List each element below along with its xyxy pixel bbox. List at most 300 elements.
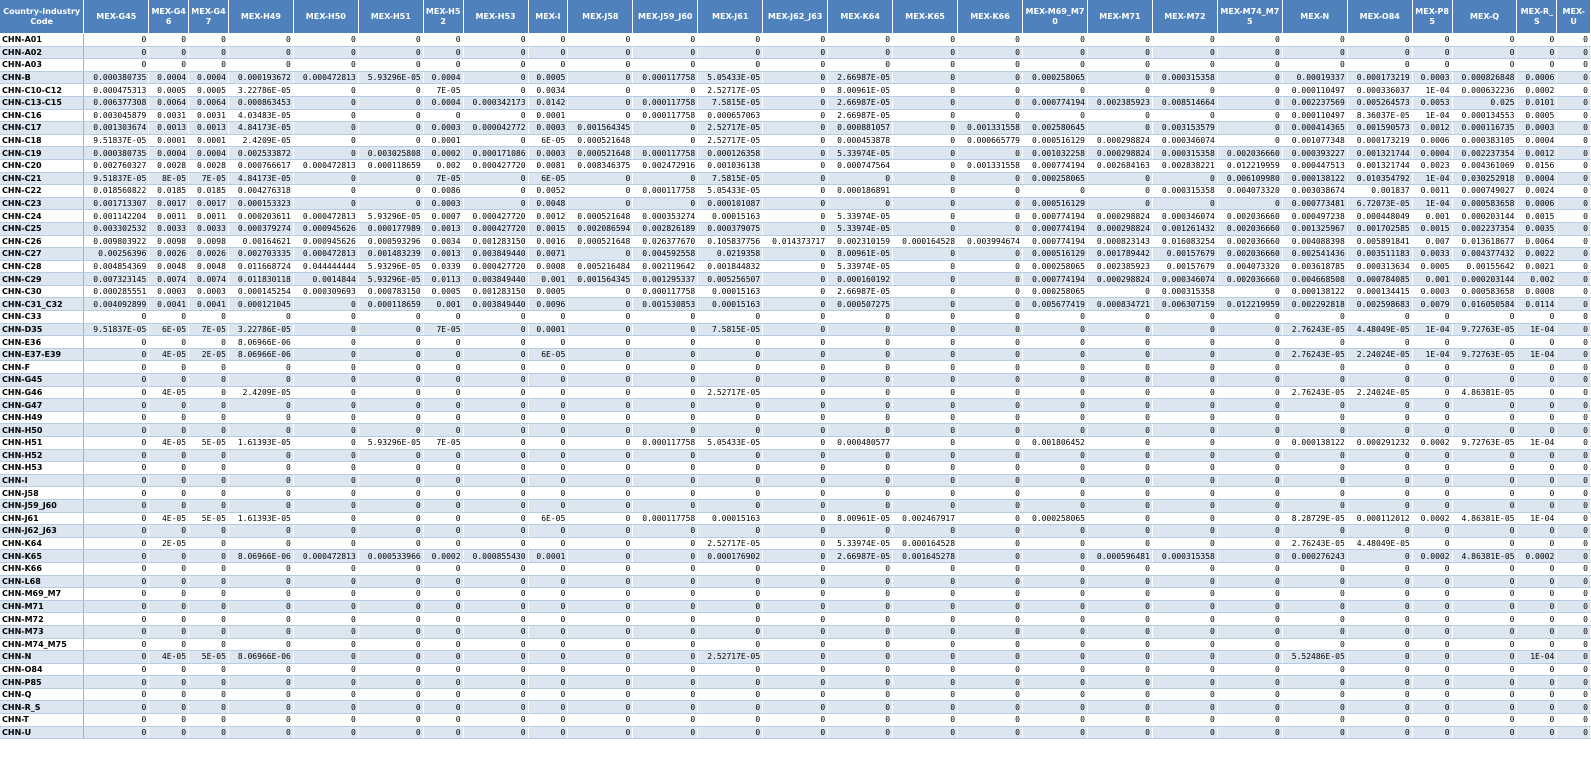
table-cell[interactable]: 0 bbox=[828, 411, 893, 424]
table-cell[interactable]: 0.0022 bbox=[1517, 248, 1557, 261]
table-cell[interactable]: 0 bbox=[698, 361, 763, 374]
table-cell[interactable]: 0 bbox=[893, 411, 958, 424]
table-cell[interactable]: 0.001077348 bbox=[1282, 134, 1347, 147]
table-cell[interactable]: 0.000427720 bbox=[463, 222, 528, 235]
table-cell[interactable]: 0 bbox=[568, 663, 633, 676]
row-header[interactable]: CHN-E36 bbox=[0, 336, 84, 349]
table-cell[interactable]: 0 bbox=[568, 248, 633, 261]
table-cell[interactable]: 0 bbox=[1412, 474, 1452, 487]
row-header[interactable]: CHN-C13-C15 bbox=[0, 96, 84, 109]
table-cell[interactable]: 0 bbox=[189, 424, 229, 437]
table-cell[interactable]: 0 bbox=[228, 714, 293, 727]
table-cell[interactable]: 0.002385923 bbox=[1087, 96, 1152, 109]
row-header[interactable]: CHN-C24 bbox=[0, 210, 84, 223]
row-header[interactable]: CHN-U bbox=[0, 726, 84, 739]
table-cell[interactable]: 0.000117758 bbox=[633, 185, 698, 198]
table-cell[interactable]: 0.0071 bbox=[528, 248, 568, 261]
row-header[interactable]: CHN-C10-C12 bbox=[0, 84, 84, 97]
table-cell[interactable]: 8.28729E-05 bbox=[1282, 512, 1347, 525]
table-cell[interactable]: 0 bbox=[1152, 59, 1217, 72]
table-cell[interactable]: 0.025 bbox=[1452, 96, 1517, 109]
table-cell[interactable]: 0 bbox=[423, 537, 463, 550]
table-cell[interactable]: 0 bbox=[568, 34, 633, 47]
table-cell[interactable]: 0 bbox=[1087, 487, 1152, 500]
table-cell[interactable]: 0 bbox=[1412, 311, 1452, 324]
table-cell[interactable]: 0 bbox=[84, 361, 149, 374]
table-cell[interactable]: 0 bbox=[358, 46, 423, 59]
table-cell[interactable]: 0 bbox=[1557, 298, 1591, 311]
table-cell[interactable]: 0 bbox=[293, 336, 358, 349]
table-cell[interactable]: 0 bbox=[1217, 487, 1282, 500]
table-cell[interactable]: 0 bbox=[1152, 726, 1217, 739]
table-cell[interactable]: 0 bbox=[1517, 726, 1557, 739]
table-cell[interactable]: 0 bbox=[84, 638, 149, 651]
table-cell[interactable]: 0.0064 bbox=[1517, 235, 1557, 248]
table-cell[interactable]: 0.000315358 bbox=[1152, 147, 1217, 160]
table-cell[interactable]: 0.000453878 bbox=[828, 134, 893, 147]
table-cell[interactable]: 0 bbox=[463, 134, 528, 147]
table-cell[interactable]: 0 bbox=[1557, 285, 1591, 298]
table-cell[interactable]: 0 bbox=[293, 625, 358, 638]
table-cell[interactable]: 0.0041 bbox=[149, 298, 189, 311]
column-header[interactable]: MEX-O84 bbox=[1347, 0, 1412, 34]
table-cell[interactable]: 0 bbox=[528, 575, 568, 588]
table-cell[interactable]: 0.000480577 bbox=[828, 437, 893, 450]
table-cell[interactable]: 0.0002 bbox=[1412, 437, 1452, 450]
table-cell[interactable]: 0 bbox=[1557, 726, 1591, 739]
table-cell[interactable]: 0 bbox=[698, 625, 763, 638]
table-cell[interactable]: 0 bbox=[1087, 285, 1152, 298]
table-cell[interactable]: 0 bbox=[84, 726, 149, 739]
table-cell[interactable]: 0 bbox=[958, 248, 1023, 261]
table-cell[interactable]: 0 bbox=[528, 361, 568, 374]
row-header[interactable]: CHN-C16 bbox=[0, 109, 84, 122]
table-cell[interactable]: 0 bbox=[698, 374, 763, 387]
table-cell[interactable]: 0 bbox=[293, 109, 358, 122]
table-cell[interactable]: 0 bbox=[633, 701, 698, 714]
table-cell[interactable]: 0.0002 bbox=[1517, 84, 1557, 97]
table-cell[interactable]: 0 bbox=[698, 588, 763, 601]
table-cell[interactable]: 0 bbox=[1557, 197, 1591, 210]
row-header[interactable]: CHN-C22 bbox=[0, 185, 84, 198]
table-cell[interactable]: 0 bbox=[1282, 34, 1347, 47]
row-header[interactable]: CHN-M71 bbox=[0, 600, 84, 613]
table-cell[interactable]: 5.93296E-05 bbox=[358, 71, 423, 84]
table-cell[interactable]: 0.0002 bbox=[1517, 550, 1557, 563]
table-cell[interactable]: 0 bbox=[1152, 399, 1217, 412]
table-cell[interactable]: 0.0005 bbox=[1517, 109, 1557, 122]
table-cell[interactable]: 0.0064 bbox=[149, 96, 189, 109]
table-cell[interactable]: 5.93296E-05 bbox=[358, 260, 423, 273]
table-cell[interactable]: 0 bbox=[1347, 676, 1412, 689]
table-cell[interactable]: 0 bbox=[1347, 625, 1412, 638]
table-cell[interactable]: 0.003849440 bbox=[463, 248, 528, 261]
table-cell[interactable]: 0 bbox=[1517, 374, 1557, 387]
table-cell[interactable]: 0.000315358 bbox=[1152, 71, 1217, 84]
table-cell[interactable]: 0 bbox=[84, 525, 149, 538]
table-cell[interactable]: 0 bbox=[1412, 701, 1452, 714]
table-cell[interactable]: 0 bbox=[358, 323, 423, 336]
table-cell[interactable]: 0.000138122 bbox=[1282, 172, 1347, 185]
table-cell[interactable]: 5.33974E-05 bbox=[828, 210, 893, 223]
table-cell[interactable]: 0 bbox=[1412, 600, 1452, 613]
table-cell[interactable]: 0 bbox=[1087, 59, 1152, 72]
table-cell[interactable]: 0 bbox=[1282, 462, 1347, 475]
table-cell[interactable]: 0.0003 bbox=[1517, 122, 1557, 135]
table-cell[interactable]: 0 bbox=[463, 600, 528, 613]
table-cell[interactable]: 0.0005 bbox=[528, 71, 568, 84]
table-cell[interactable]: 0 bbox=[828, 386, 893, 399]
table-cell[interactable]: 0 bbox=[893, 424, 958, 437]
table-cell[interactable]: 0.000176902 bbox=[698, 550, 763, 563]
table-cell[interactable]: 0 bbox=[1152, 109, 1217, 122]
table-cell[interactable]: 1.61393E-05 bbox=[228, 437, 293, 450]
table-cell[interactable]: 0 bbox=[828, 311, 893, 324]
table-cell[interactable]: 0.0013 bbox=[423, 248, 463, 261]
table-cell[interactable]: 0 bbox=[528, 424, 568, 437]
table-cell[interactable]: 0 bbox=[1087, 726, 1152, 739]
table-cell[interactable]: 0 bbox=[358, 336, 423, 349]
table-cell[interactable]: 0 bbox=[828, 59, 893, 72]
table-cell[interactable]: 0 bbox=[763, 499, 828, 512]
column-header[interactable]: MEX-G46 bbox=[149, 0, 189, 34]
table-cell[interactable]: 0 bbox=[1282, 613, 1347, 626]
table-cell[interactable]: 0.003511183 bbox=[1347, 248, 1412, 261]
table-cell[interactable]: 0.002826189 bbox=[633, 222, 698, 235]
column-header[interactable]: MEX-M69_M70 bbox=[1023, 0, 1088, 34]
table-cell[interactable]: 0 bbox=[1452, 714, 1517, 727]
table-cell[interactable]: 0 bbox=[1557, 701, 1591, 714]
table-cell[interactable]: 0 bbox=[1557, 575, 1591, 588]
table-cell[interactable]: 0 bbox=[293, 487, 358, 500]
table-cell[interactable]: 8.06966E-06 bbox=[228, 336, 293, 349]
table-cell[interactable]: 0 bbox=[1412, 411, 1452, 424]
table-cell[interactable]: 0 bbox=[958, 386, 1023, 399]
table-cell[interactable]: 0 bbox=[1347, 525, 1412, 538]
table-cell[interactable]: 0.0024 bbox=[1517, 185, 1557, 198]
table-cell[interactable]: 0 bbox=[528, 588, 568, 601]
table-cell[interactable]: 0 bbox=[633, 663, 698, 676]
table-cell[interactable]: 5.05433E-05 bbox=[698, 185, 763, 198]
table-cell[interactable]: 0 bbox=[1087, 46, 1152, 59]
table-cell[interactable]: 8.00961E-05 bbox=[828, 84, 893, 97]
row-header[interactable]: CHN-T bbox=[0, 714, 84, 727]
row-header[interactable]: CHN-H52 bbox=[0, 449, 84, 462]
table-cell[interactable]: 7E-05 bbox=[423, 323, 463, 336]
table-cell[interactable]: 0 bbox=[1347, 651, 1412, 664]
table-cell[interactable]: 0 bbox=[1452, 374, 1517, 387]
table-cell[interactable]: 4.86381E-05 bbox=[1452, 550, 1517, 563]
table-cell[interactable]: 0 bbox=[463, 399, 528, 412]
table-cell[interactable]: 0 bbox=[1347, 688, 1412, 701]
table-cell[interactable]: 2.4209E-05 bbox=[228, 386, 293, 399]
table-cell[interactable]: 0 bbox=[1087, 525, 1152, 538]
table-cell[interactable]: 0 bbox=[763, 386, 828, 399]
table-cell[interactable]: 0 bbox=[423, 46, 463, 59]
table-cell[interactable]: 0 bbox=[698, 663, 763, 676]
table-cell[interactable]: 0 bbox=[893, 625, 958, 638]
table-cell[interactable]: 0.0005 bbox=[149, 84, 189, 97]
table-cell[interactable]: 0 bbox=[1517, 688, 1557, 701]
table-cell[interactable]: 0 bbox=[423, 336, 463, 349]
table-cell[interactable]: 0 bbox=[698, 336, 763, 349]
table-cell[interactable]: 0 bbox=[1412, 487, 1452, 500]
table-cell[interactable]: 0 bbox=[958, 638, 1023, 651]
table-cell[interactable]: 1E-04 bbox=[1412, 197, 1452, 210]
table-cell[interactable]: 0 bbox=[893, 134, 958, 147]
table-cell[interactable]: 0.000379274 bbox=[228, 222, 293, 235]
table-cell[interactable]: 0 bbox=[958, 613, 1023, 626]
table-cell[interactable]: 0 bbox=[763, 399, 828, 412]
table-cell[interactable]: 0 bbox=[763, 575, 828, 588]
table-cell[interactable]: 0.011830118 bbox=[228, 273, 293, 286]
row-header[interactable]: CHN-G45 bbox=[0, 374, 84, 387]
table-cell[interactable]: 0 bbox=[1087, 701, 1152, 714]
table-cell[interactable]: 0 bbox=[763, 512, 828, 525]
table-cell[interactable]: 0 bbox=[84, 575, 149, 588]
table-cell[interactable]: 0 bbox=[423, 109, 463, 122]
table-cell[interactable]: 0 bbox=[893, 210, 958, 223]
table-cell[interactable]: 0 bbox=[1452, 59, 1517, 72]
table-cell[interactable]: 0 bbox=[698, 34, 763, 47]
table-cell[interactable]: 0 bbox=[1023, 676, 1088, 689]
table-cell[interactable]: 0 bbox=[1557, 676, 1591, 689]
column-header[interactable]: MEX-K66 bbox=[958, 0, 1023, 34]
table-cell[interactable]: 0 bbox=[1217, 46, 1282, 59]
table-cell[interactable]: 0 bbox=[568, 59, 633, 72]
table-cell[interactable]: 0 bbox=[568, 562, 633, 575]
table-cell[interactable]: 0 bbox=[528, 487, 568, 500]
table-cell[interactable]: 0 bbox=[958, 437, 1023, 450]
table-cell[interactable]: 0 bbox=[763, 474, 828, 487]
table-cell[interactable]: 7E-05 bbox=[189, 172, 229, 185]
table-cell[interactable]: 0 bbox=[293, 613, 358, 626]
table-cell[interactable]: 0 bbox=[293, 311, 358, 324]
table-cell[interactable]: 0 bbox=[568, 172, 633, 185]
table-cell[interactable]: 2.76243E-05 bbox=[1282, 348, 1347, 361]
table-cell[interactable]: 0 bbox=[568, 424, 633, 437]
table-cell[interactable]: 1E-04 bbox=[1412, 84, 1452, 97]
table-cell[interactable]: 0.0028 bbox=[189, 159, 229, 172]
table-cell[interactable]: 0 bbox=[463, 714, 528, 727]
table-cell[interactable]: 0 bbox=[293, 134, 358, 147]
table-cell[interactable]: 0 bbox=[84, 701, 149, 714]
table-cell[interactable]: 0.0013 bbox=[423, 222, 463, 235]
table-cell[interactable]: 0.000298824 bbox=[1087, 147, 1152, 160]
table-cell[interactable]: 0 bbox=[84, 499, 149, 512]
table-cell[interactable]: 0 bbox=[1517, 487, 1557, 500]
table-cell[interactable]: 0 bbox=[698, 424, 763, 437]
table-cell[interactable]: 0 bbox=[1217, 361, 1282, 374]
table-cell[interactable]: 0 bbox=[1452, 562, 1517, 575]
table-cell[interactable]: 0 bbox=[1152, 487, 1217, 500]
table-cell[interactable]: 0.00256396 bbox=[84, 248, 149, 261]
table-cell[interactable]: 0 bbox=[763, 122, 828, 135]
table-cell[interactable]: 0.000427720 bbox=[463, 210, 528, 223]
table-cell[interactable]: 0 bbox=[1557, 248, 1591, 261]
table-cell[interactable]: 0 bbox=[293, 122, 358, 135]
table-cell[interactable]: 0 bbox=[1217, 59, 1282, 72]
table-cell[interactable]: 0 bbox=[828, 688, 893, 701]
table-cell[interactable]: 0 bbox=[228, 537, 293, 550]
table-cell[interactable]: 0 bbox=[1023, 46, 1088, 59]
table-cell[interactable]: 0 bbox=[763, 613, 828, 626]
table-cell[interactable]: 0 bbox=[633, 46, 698, 59]
table-cell[interactable]: 0 bbox=[958, 374, 1023, 387]
table-cell[interactable]: 0 bbox=[358, 122, 423, 135]
table-cell[interactable]: 0 bbox=[633, 550, 698, 563]
table-cell[interactable]: 0 bbox=[423, 512, 463, 525]
table-cell[interactable]: 0 bbox=[1412, 575, 1452, 588]
table-cell[interactable]: 0 bbox=[1412, 676, 1452, 689]
table-cell[interactable]: 0 bbox=[633, 336, 698, 349]
table-cell[interactable]: 2.76243E-05 bbox=[1282, 386, 1347, 399]
table-cell[interactable]: 0 bbox=[528, 525, 568, 538]
table-cell[interactable]: 0.000472813 bbox=[293, 248, 358, 261]
table-cell[interactable]: 0 bbox=[463, 323, 528, 336]
table-cell[interactable]: 0 bbox=[1217, 714, 1282, 727]
table-cell[interactable]: 0 bbox=[1087, 688, 1152, 701]
table-cell[interactable]: 0 bbox=[423, 487, 463, 500]
table-cell[interactable]: 0.0006 bbox=[1517, 197, 1557, 210]
table-cell[interactable]: 0 bbox=[893, 714, 958, 727]
table-cell[interactable]: 0.008346375 bbox=[568, 159, 633, 172]
table-cell[interactable]: 0 bbox=[1217, 625, 1282, 638]
table-cell[interactable]: 0.002036660 bbox=[1217, 248, 1282, 261]
table-cell[interactable]: 0.000138122 bbox=[1282, 285, 1347, 298]
table-cell[interactable]: 0 bbox=[1152, 437, 1217, 450]
table-cell[interactable]: 0 bbox=[1452, 411, 1517, 424]
table-cell[interactable]: 0 bbox=[763, 197, 828, 210]
table-cell[interactable]: 0 bbox=[528, 336, 568, 349]
table-cell[interactable]: 0 bbox=[1217, 336, 1282, 349]
table-cell[interactable]: 8E-05 bbox=[149, 172, 189, 185]
table-cell[interactable]: 0 bbox=[358, 575, 423, 588]
table-cell[interactable]: 0 bbox=[189, 550, 229, 563]
table-cell[interactable]: 0 bbox=[1152, 600, 1217, 613]
table-cell[interactable]: 0 bbox=[1217, 525, 1282, 538]
table-cell[interactable]: 0.000042772 bbox=[463, 122, 528, 135]
table-cell[interactable]: 0 bbox=[828, 625, 893, 638]
table-cell[interactable]: 0 bbox=[1517, 575, 1557, 588]
table-cell[interactable]: 0.000379075 bbox=[698, 222, 763, 235]
table-cell[interactable]: 0.105837756 bbox=[698, 235, 763, 248]
table-cell[interactable]: 0 bbox=[958, 676, 1023, 689]
table-cell[interactable]: 0 bbox=[1347, 399, 1412, 412]
table-cell[interactable]: 0.000118659 bbox=[358, 159, 423, 172]
table-cell[interactable]: 0.014373717 bbox=[763, 235, 828, 248]
table-cell[interactable]: 0 bbox=[1282, 399, 1347, 412]
table-cell[interactable]: 0 bbox=[1347, 562, 1412, 575]
table-cell[interactable]: 6E-05 bbox=[528, 348, 568, 361]
table-cell[interactable]: 0.001645278 bbox=[893, 550, 958, 563]
table-cell[interactable]: 0 bbox=[568, 449, 633, 462]
table-cell[interactable]: 0 bbox=[568, 525, 633, 538]
table-cell[interactable]: 5.33974E-05 bbox=[828, 260, 893, 273]
table-cell[interactable]: 7E-05 bbox=[423, 84, 463, 97]
table-cell[interactable]: 0 bbox=[1412, 399, 1452, 412]
table-cell[interactable]: 0 bbox=[84, 462, 149, 475]
table-cell[interactable]: 0 bbox=[633, 122, 698, 135]
table-cell[interactable]: 0 bbox=[1023, 525, 1088, 538]
table-cell[interactable]: 0 bbox=[293, 46, 358, 59]
table-cell[interactable]: 1E-04 bbox=[1517, 348, 1557, 361]
table-cell[interactable]: 0 bbox=[463, 651, 528, 664]
table-cell[interactable]: 0 bbox=[228, 487, 293, 500]
table-cell[interactable]: 0.000193672 bbox=[228, 71, 293, 84]
table-cell[interactable]: 7E-05 bbox=[423, 172, 463, 185]
table-cell[interactable]: 0.0034 bbox=[528, 84, 568, 97]
table-cell[interactable]: 0 bbox=[293, 714, 358, 727]
table-cell[interactable]: 2.52717E-05 bbox=[698, 386, 763, 399]
table-cell[interactable]: 0 bbox=[633, 449, 698, 462]
column-header[interactable]: MEX-P85 bbox=[1412, 0, 1452, 34]
table-cell[interactable]: 0 bbox=[293, 374, 358, 387]
table-cell[interactable]: 0.0001 bbox=[528, 550, 568, 563]
table-cell[interactable]: 0 bbox=[763, 374, 828, 387]
table-cell[interactable]: 0.0011 bbox=[149, 210, 189, 223]
table-cell[interactable]: 0 bbox=[463, 59, 528, 72]
table-cell[interactable]: 0.000665779 bbox=[958, 134, 1023, 147]
table-cell[interactable]: 0 bbox=[189, 449, 229, 462]
table-cell[interactable]: 0 bbox=[1347, 714, 1412, 727]
table-cell[interactable]: 0 bbox=[1023, 34, 1088, 47]
table-cell[interactable]: 0 bbox=[1087, 512, 1152, 525]
table-cell[interactable]: 0.002036660 bbox=[1217, 222, 1282, 235]
table-cell[interactable]: 0.001325967 bbox=[1282, 222, 1347, 235]
table-cell[interactable]: 0 bbox=[1517, 399, 1557, 412]
table-cell[interactable]: 0 bbox=[1087, 197, 1152, 210]
table-cell[interactable]: 0 bbox=[423, 638, 463, 651]
table-cell[interactable]: 0 bbox=[1557, 273, 1591, 286]
table-cell[interactable]: 0 bbox=[1023, 613, 1088, 626]
table-cell[interactable]: 0 bbox=[1217, 588, 1282, 601]
table-cell[interactable]: 0 bbox=[1023, 499, 1088, 512]
table-cell[interactable]: 0 bbox=[1217, 701, 1282, 714]
table-cell[interactable]: 0 bbox=[189, 600, 229, 613]
table-cell[interactable]: 0 bbox=[1023, 550, 1088, 563]
table-cell[interactable]: 0 bbox=[228, 688, 293, 701]
table-cell[interactable]: 0 bbox=[1517, 638, 1557, 651]
table-cell[interactable]: 0.005256507 bbox=[698, 273, 763, 286]
table-cell[interactable]: 0 bbox=[228, 424, 293, 437]
table-cell[interactable]: 0 bbox=[1557, 537, 1591, 550]
table-cell[interactable]: 0 bbox=[1087, 613, 1152, 626]
table-cell[interactable]: 0 bbox=[633, 676, 698, 689]
column-header[interactable]: MEX-H49 bbox=[228, 0, 293, 34]
table-cell[interactable]: 0 bbox=[698, 59, 763, 72]
table-cell[interactable]: 0.0003 bbox=[1412, 285, 1452, 298]
table-cell[interactable]: 0 bbox=[893, 336, 958, 349]
table-cell[interactable]: 0 bbox=[1023, 625, 1088, 638]
table-cell[interactable]: 0 bbox=[84, 487, 149, 500]
table-cell[interactable]: 0 bbox=[958, 197, 1023, 210]
table-cell[interactable]: 0 bbox=[463, 462, 528, 475]
table-cell[interactable]: 0 bbox=[633, 399, 698, 412]
table-cell[interactable]: 0 bbox=[958, 361, 1023, 374]
table-cell[interactable]: 0 bbox=[1152, 172, 1217, 185]
table-cell[interactable]: 0 bbox=[1557, 71, 1591, 84]
table-cell[interactable]: 0.016083254 bbox=[1152, 235, 1217, 248]
table-cell[interactable]: 0 bbox=[84, 348, 149, 361]
table-cell[interactable]: 0 bbox=[1152, 361, 1217, 374]
table-cell[interactable]: 0 bbox=[958, 588, 1023, 601]
table-cell[interactable]: 0.000393227 bbox=[1282, 147, 1347, 160]
table-cell[interactable]: 0 bbox=[1282, 714, 1347, 727]
table-cell[interactable]: 0 bbox=[763, 701, 828, 714]
row-header[interactable]: CHN-C19 bbox=[0, 147, 84, 160]
table-cell[interactable]: 0 bbox=[189, 638, 229, 651]
